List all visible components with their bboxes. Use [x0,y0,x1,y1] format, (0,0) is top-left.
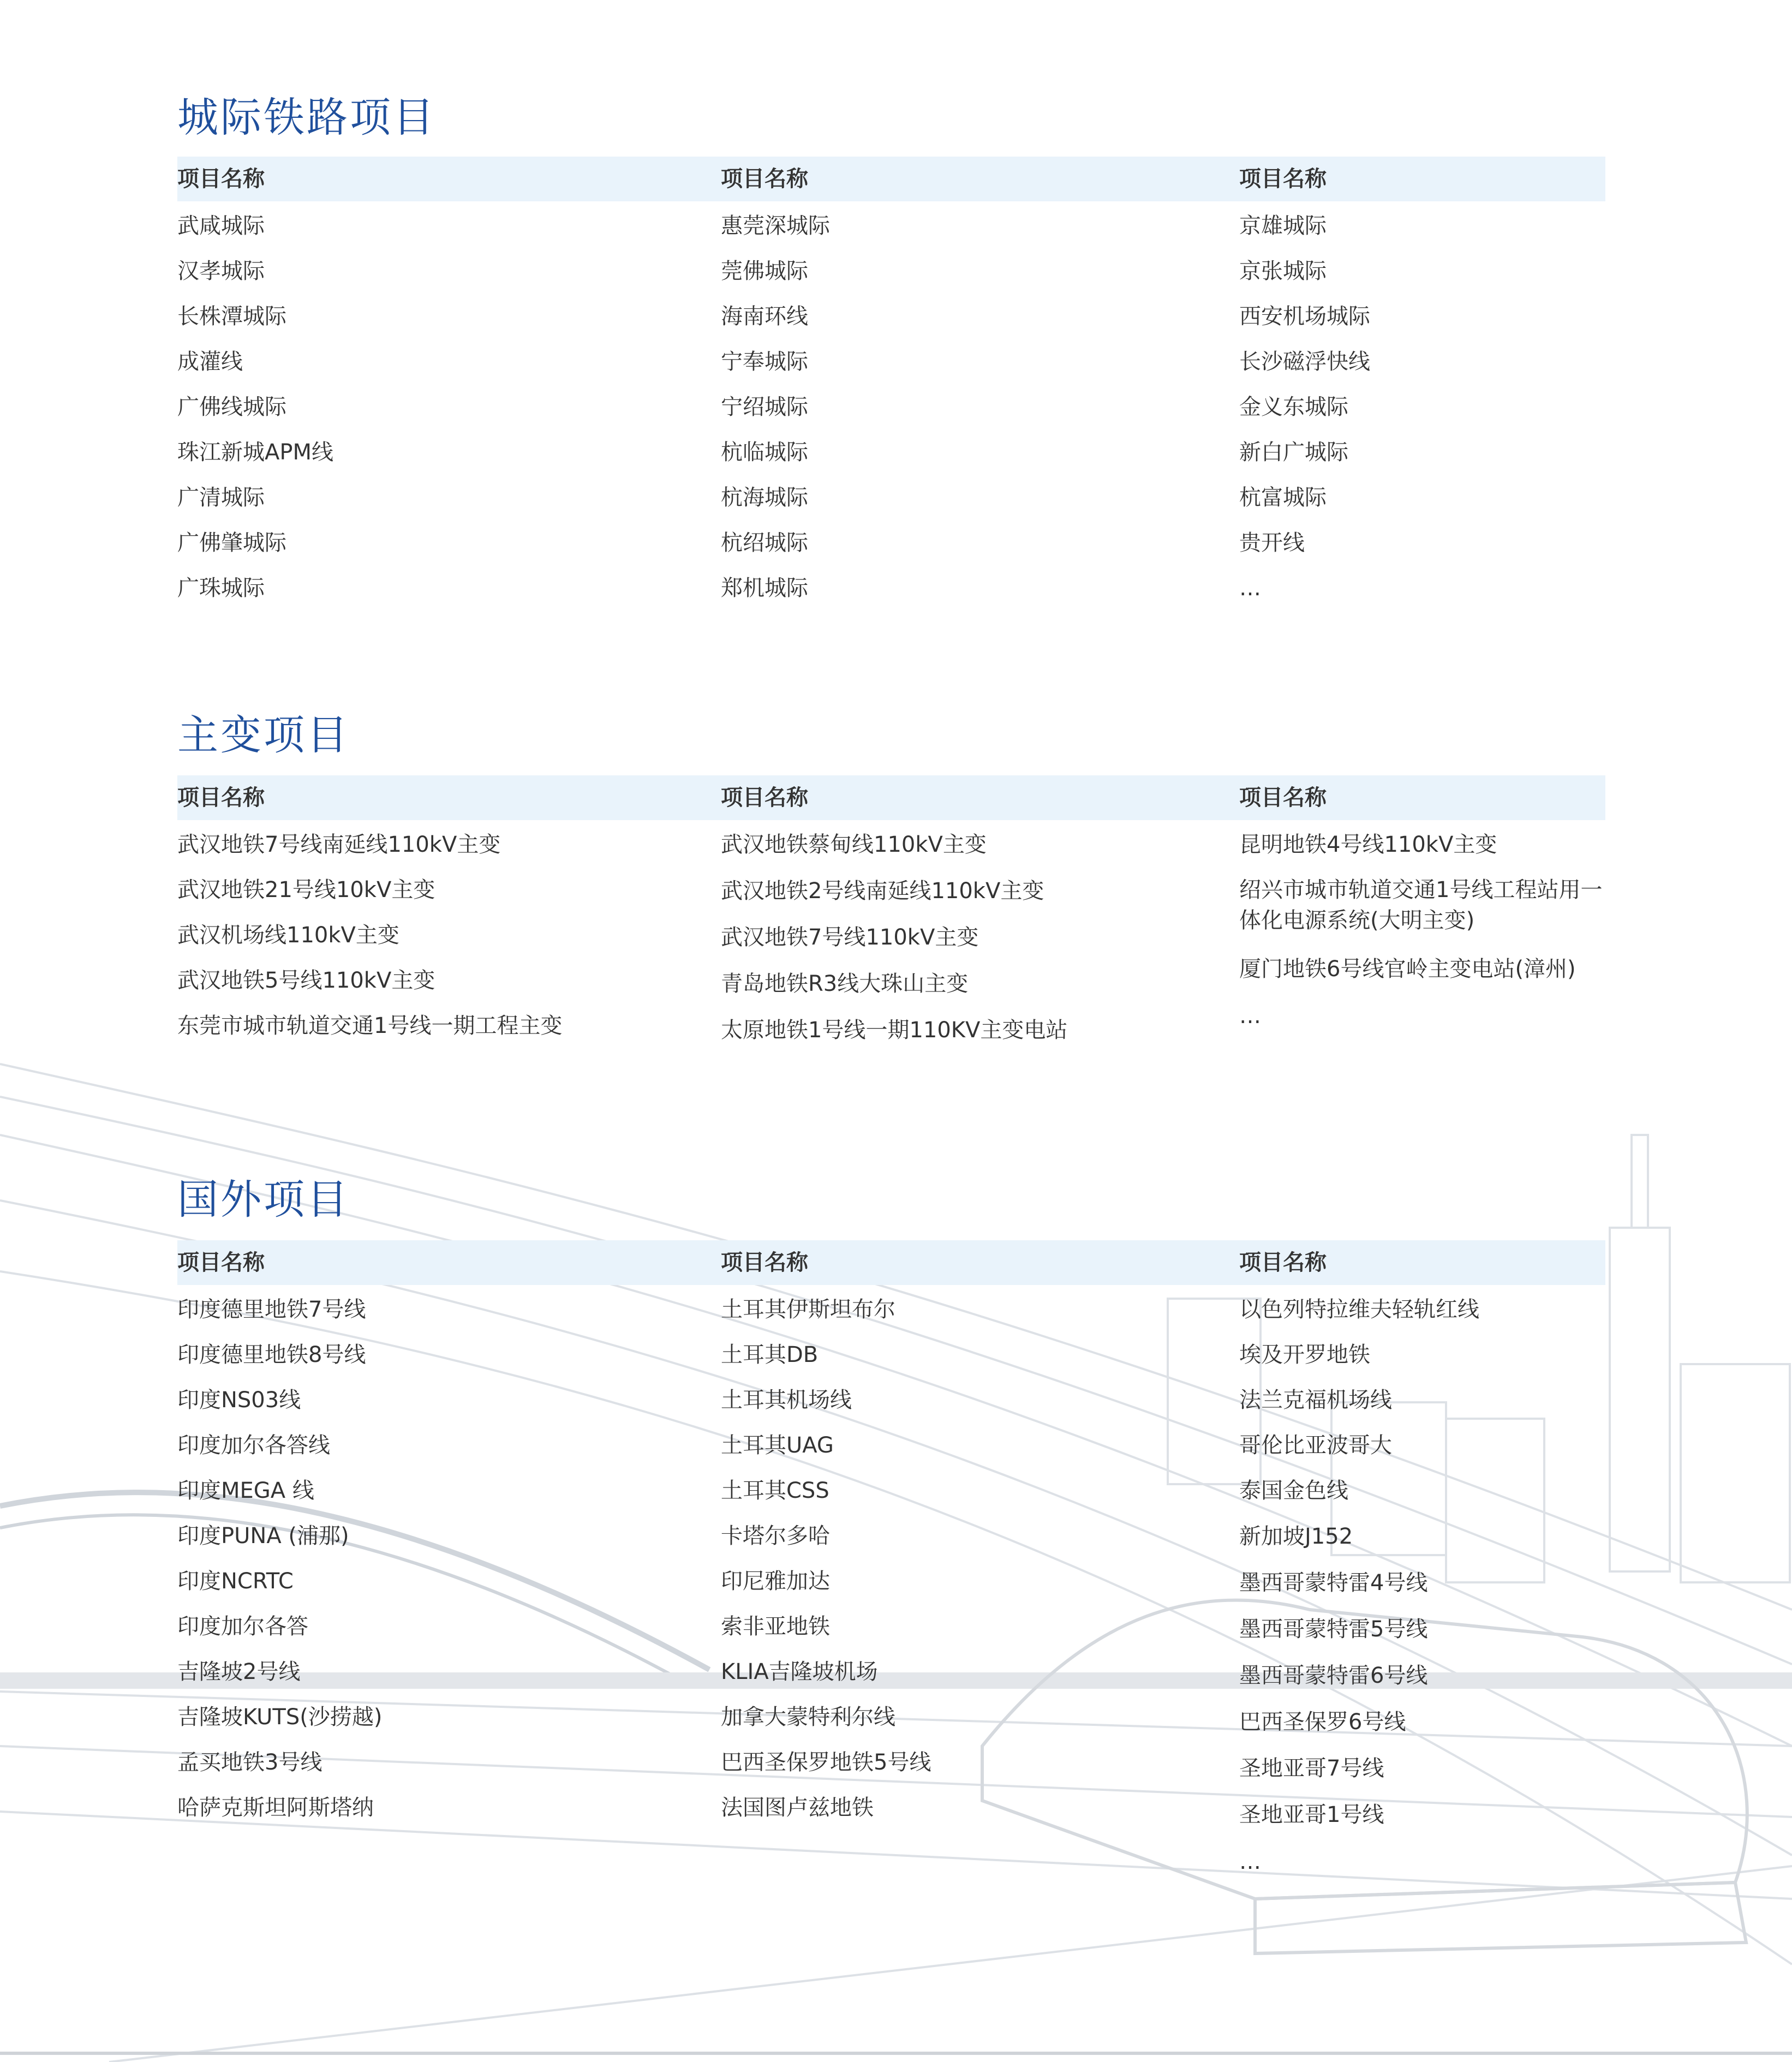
list-item: 土耳其伊斯坦布尔 [721,1297,895,1322]
list-item: 太原地铁1号线一期110KV主变电站 [721,1018,1068,1043]
list-item: 印度加尔各答 [177,1614,308,1639]
list-item: 法兰克福机场线 [1239,1388,1392,1413]
list-item: 吉隆坡KUTS(沙捞越) [177,1705,383,1730]
list-item: 墨西哥蒙特雷6号线 [1239,1663,1428,1688]
list-item: 武汉地铁2号线南延线110kV主变 [721,878,1044,904]
list-item: 京雄城际 [1239,213,1327,238]
list-item: KLIA吉隆坡机场 [721,1659,878,1684]
column-header: 项目名称 [1239,166,1327,192]
list-item: 墨西哥蒙特雷5号线 [1239,1617,1428,1642]
list-item: 新白广城际 [1239,440,1348,465]
list-item: 宁奉城际 [721,349,808,374]
list-item: 土耳其机场线 [721,1388,852,1413]
column-header: 项目名称 [1239,1250,1327,1275]
list-item: 印度德里地铁8号线 [177,1342,366,1367]
table-header [177,775,1605,820]
column-header: 项目名称 [177,1250,265,1275]
list-item: 成灌线 [177,349,243,374]
list-item: 武汉地铁7号线南延线110kV主变 [177,832,501,857]
list-item: 金义东城际 [1239,395,1348,420]
list-item: 索非亚地铁 [721,1614,830,1639]
list-item: 孟买地铁3号线 [177,1750,322,1775]
list-item: 印度MEGA 线 [177,1478,314,1503]
list-item: 绍兴市城市轨道交通1号线工程站用一体化电源系统(大明主变) [1239,877,1603,933]
table-header [177,157,1605,201]
list-item: … [1239,1849,1261,1874]
list-item: 郑机城际 [721,576,808,601]
list-item: 土耳其CSS [721,1478,829,1503]
list-item: 以色列特拉维夫轻轨红线 [1239,1297,1479,1322]
list-item: 圣地亚哥7号线 [1239,1756,1384,1781]
list-item: 卡塔尔多哈 [721,1523,830,1549]
list-item: 贵开线 [1239,530,1305,555]
column-header: 项目名称 [721,1250,808,1275]
list-item: 杭绍城际 [721,530,808,555]
section-title: 城际铁路项目 [177,93,437,141]
list-item: 广佛线城际 [177,395,286,420]
table-header [177,1240,1605,1285]
list-item: 长沙磁浮快线 [1239,349,1370,374]
list-item: 东莞市城市轨道交通1号线一期工程主变 [177,1013,563,1038]
list-item: 印度加尔各答线 [177,1433,330,1458]
list-item: 京张城际 [1239,259,1327,284]
list-item: 武汉地铁7号线110kV主变 [721,925,979,950]
list-item: 广珠城际 [177,576,265,601]
list-item: 加拿大蒙特利尔线 [721,1705,895,1730]
column-header: 项目名称 [177,166,265,192]
list-item: 昆明地铁4号线110kV主变 [1239,832,1497,857]
list-item: 珠江新城APM线 [177,440,333,465]
list-item: 杭临城际 [721,440,808,465]
list-item: 武汉地铁蔡甸线110kV主变 [721,832,987,857]
list-item: 莞佛城际 [721,259,808,284]
list-item: 印度PUNA (浦那) [177,1523,349,1549]
list-item: 印度NCRTC [177,1569,294,1594]
list-item: 巴西圣保罗6号线 [1239,1710,1406,1735]
list-item: 厦门地铁6号线官岭主变电站(漳州) [1239,957,1576,982]
section-title: 国外项目 [177,1175,350,1223]
list-item: 宁绍城际 [721,395,808,420]
list-item: 汉孝城际 [177,259,265,284]
list-item: 土耳其UAG [721,1433,834,1458]
list-item: 吉隆坡2号线 [177,1659,301,1684]
list-item: 广佛肇城际 [177,530,286,555]
list-item: 武汉地铁21号线10kV主变 [177,877,435,903]
list-item: 青岛地铁R3线大珠山主变 [721,971,969,996]
list-item: 武汉机场线110kV主变 [177,923,399,948]
list-item: 印度NS03线 [177,1388,301,1413]
list-item: 圣地亚哥1号线 [1239,1802,1384,1827]
list-item: 广清城际 [177,485,265,510]
list-item: 杭富城际 [1239,485,1327,510]
column-header: 项目名称 [1239,785,1327,810]
list-item: … [1239,1003,1261,1029]
list-item: 印度德里地铁7号线 [177,1297,366,1322]
list-item: 武汉地铁5号线110kV主变 [177,968,435,993]
list-item: 哥伦比亚波哥大 [1239,1433,1392,1458]
section-title: 主变项目 [177,711,350,759]
list-item: 哈萨克斯坦阿斯塔纳 [177,1795,374,1820]
column-header: 项目名称 [721,166,808,192]
list-item: 泰国金色线 [1239,1478,1348,1503]
list-item: 墨西哥蒙特雷4号线 [1239,1570,1428,1595]
list-item: 西安机场城际 [1239,304,1370,329]
list-item: … [1239,576,1261,601]
list-item: 海南环线 [721,304,808,329]
list-item: 新加坡J152 [1239,1524,1353,1549]
list-item: 印尼雅加达 [721,1569,830,1594]
column-header: 项目名称 [721,785,808,810]
list-item: 武咸城际 [177,213,265,238]
list-item: 惠莞深城际 [721,213,830,238]
list-item: 土耳其DB [721,1342,819,1367]
list-item: 杭海城际 [721,485,808,510]
column-header: 项目名称 [177,785,265,810]
list-item: 巴西圣保罗地铁5号线 [721,1750,931,1775]
list-item: 埃及开罗地铁 [1239,1342,1370,1367]
list-item: 长株潭城际 [177,304,286,329]
list-item: 法国图卢兹地铁 [721,1795,874,1820]
